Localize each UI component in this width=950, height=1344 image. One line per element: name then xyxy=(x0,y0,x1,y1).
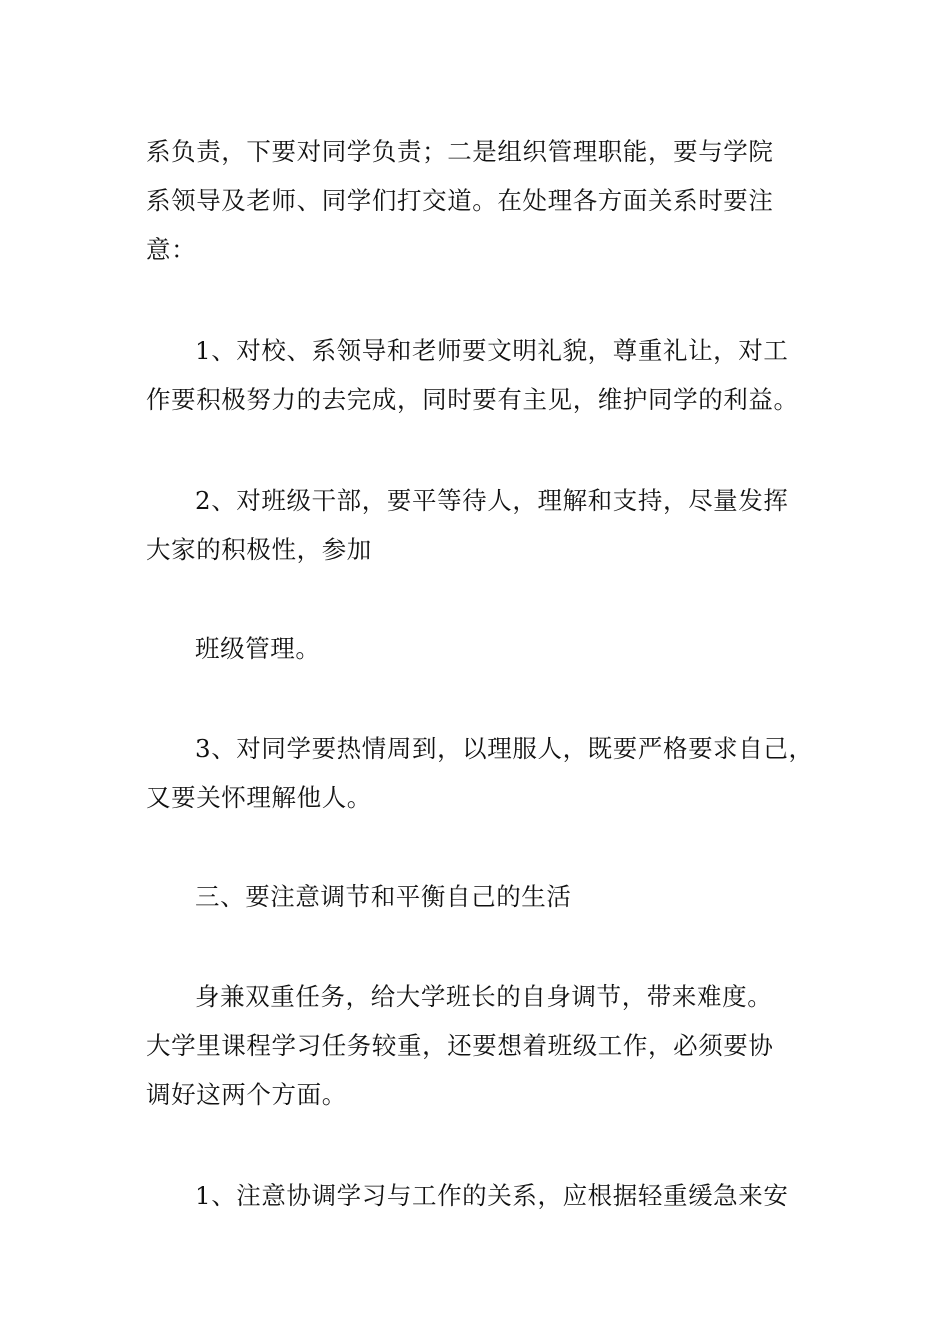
text-line: 1、注意协调学习与工作的关系，应根据轻重缓急来安 xyxy=(195,1181,789,1210)
text-line: 身兼双重任务，给大学班长的自身调节，带来难度。 xyxy=(195,982,773,1011)
text-line: 三、要注意调节和平衡自己的生活 xyxy=(195,882,572,911)
text-line: 大学里课程学习任务较重，还要想着班级工作，必须要协 xyxy=(146,1031,774,1060)
text-line: 1、对校、系领导和老师要文明礼貌，尊重礼让，对工 xyxy=(195,336,789,365)
text-line: 又要关怀理解他人。 xyxy=(146,783,372,812)
text-line: 班级管理。 xyxy=(195,634,321,663)
text-line: 作要积极努力的去完成，同时要有主见，维护同学的利益。 xyxy=(146,385,799,414)
text-line: 3、对同学要热情周到，以理服人，既要严格要求自己， xyxy=(195,734,814,763)
text-line: 意： xyxy=(146,235,197,264)
text-line: 系负责，下要对同学负责；二是组织管理职能，要与学院 xyxy=(146,137,774,166)
text-line: 系领导及老师、同学们打交道。在处理各方面关系时要注 xyxy=(146,186,774,215)
text-line: 大家的积极性，参加 xyxy=(146,535,372,564)
text-line: 2、对班级干部，要平等待人，理解和支持，尽量发挥 xyxy=(195,486,789,515)
text-line: 调好这两个方面。 xyxy=(146,1080,347,1109)
